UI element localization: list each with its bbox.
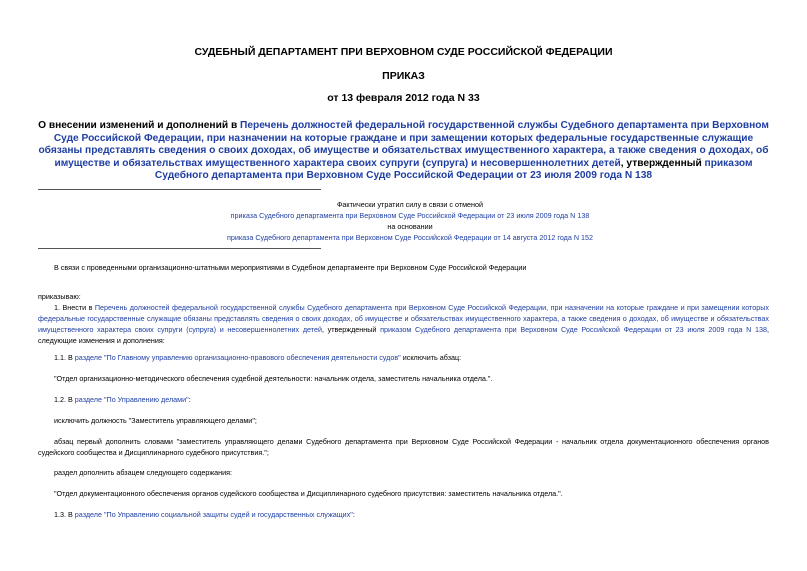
- title-link-list[interactable]: Перечень должностей федеральной государственной службы Судебного департамента при Верховном Суде Российской Федерации, при назначении на которые граждане и при замещении которых федеральные государственные служащие обязаны представлять сведения о своих доходах, об имуществе и обязательствах имущественного характера, а также сведения о доходах, об имуществе и обязательствах имущественного характера своих супруги (супруга) и несовершеннолетних детей: [38, 120, 769, 169]
- note-link-1[interactable]: приказа Судебного департамента при Верховном Суде Российской Федерации от 23 июля 2009 года N 138: [230, 211, 590, 220]
- p1-text-start: 1. Внести в: [54, 303, 95, 312]
- note-line-1: Фактически утратил силу в связи с отменой: [336, 200, 484, 209]
- p13-link-section[interactable]: разделе "По Управлению социальной защиты судей и государственных служащих": [74, 510, 353, 519]
- paragraph-1-1: [38, 352, 769, 363]
- paragraph-1-2: [38, 394, 769, 405]
- status-note: [160, 199, 660, 243]
- department-heading: СУДЕБНЫЙ ДЕПАРТАМЕНТ ПРИ ВЕРХОВНОМ СУДЕ РОССИЙСКОЙ ФЕДЕРАЦИИ: [194, 46, 613, 58]
- note-line-2: на основании: [387, 222, 433, 231]
- paragraph-1-2-d: "Отдел документационного обеспечения органов судейского сообщества и Дисциплинарного судебного присутствия: заместитель начальника отдела.".: [54, 489, 563, 498]
- p1-link-order[interactable]: приказом Судебного департамента при Верховном Суде Российской Федерации от 23 июля 2009 года N 138: [380, 325, 767, 334]
- paragraph-1-2-c: раздел дополнить абзацем следующего содержания:: [54, 468, 233, 477]
- p11-link-section[interactable]: разделе "По Главному управлению организационно-правового обеспечения деятельности судов": [74, 353, 401, 362]
- paragraph-1-3: [38, 509, 769, 520]
- order-word: приказываю:: [38, 292, 81, 301]
- paragraph-1-1-quote: "Отдел организационно-методического обеспечения судебной деятельности: начальник отдела, заместитель начальника отдела.".: [54, 374, 493, 383]
- intro-paragraph: В связи с проведенными организационно-штатными мероприятиями в Судебном департаменте при Верховном Суде Российской Федерации: [54, 263, 527, 272]
- document-type: ПРИКАЗ: [382, 70, 425, 82]
- title-text-1: О внесении изменений и дополнений в: [38, 120, 241, 131]
- p13-text-end: :: [352, 510, 355, 519]
- divider-top: [38, 189, 321, 190]
- p12-link-section[interactable]: разделе "По Управлению делами": [74, 395, 189, 404]
- divider-bottom: [38, 248, 321, 249]
- paragraph-1-2-b: абзац первый дополнить словами "заместитель управляющего делами Судебного департамента при Верховном Суде Российской Федерации - начальник отдела документационного обеспечения органов судейского сообщества и Дисциплинарного судебного присутствия.";: [38, 437, 769, 457]
- p12-text-start: 1.2. В: [54, 395, 75, 404]
- p1-text-end: , следующие изменения и дополнения:: [38, 325, 769, 345]
- document-title: [38, 120, 769, 183]
- p1-text-mid: , утвержденный: [322, 325, 381, 334]
- document-date: от 13 февраля 2012 года N 33: [327, 92, 480, 104]
- note-link-2[interactable]: приказа Судебного департамента при Верховном Суде Российской Федерации от 14 августа 2012 года N 152: [226, 233, 594, 242]
- p12-text-end: :: [188, 395, 191, 404]
- p11-text-end: исключить абзац:: [400, 353, 462, 362]
- paragraph-1: [38, 302, 769, 346]
- p1-link-list[interactable]: Перечень должностей федеральной государственной службы Судебного департамента при Верховном Суде Российской Федерации, при назначении на которые граждане и при замещении которых федеральные государственные служащие обязаны представлять сведения о своих доходах, об имуществе и обязательствах имущественного характера, а также сведения о доходах, об имуществе и обязательствах имущественного характера своих супруги (супруга) и несовершеннолетних детей: [38, 303, 769, 334]
- p13-text-start: 1.3. В: [54, 510, 75, 519]
- p11-text-start: 1.1. В: [54, 353, 75, 362]
- title-text-2: , утвержденный: [620, 157, 705, 169]
- title-link-order[interactable]: приказом Судебного департамента при Верховном Суде Российской Федерации от 23 июля 2009 года N 138: [154, 157, 753, 182]
- paragraph-1-2-a: исключить должность "Заместитель управляющего делами";: [54, 416, 257, 425]
